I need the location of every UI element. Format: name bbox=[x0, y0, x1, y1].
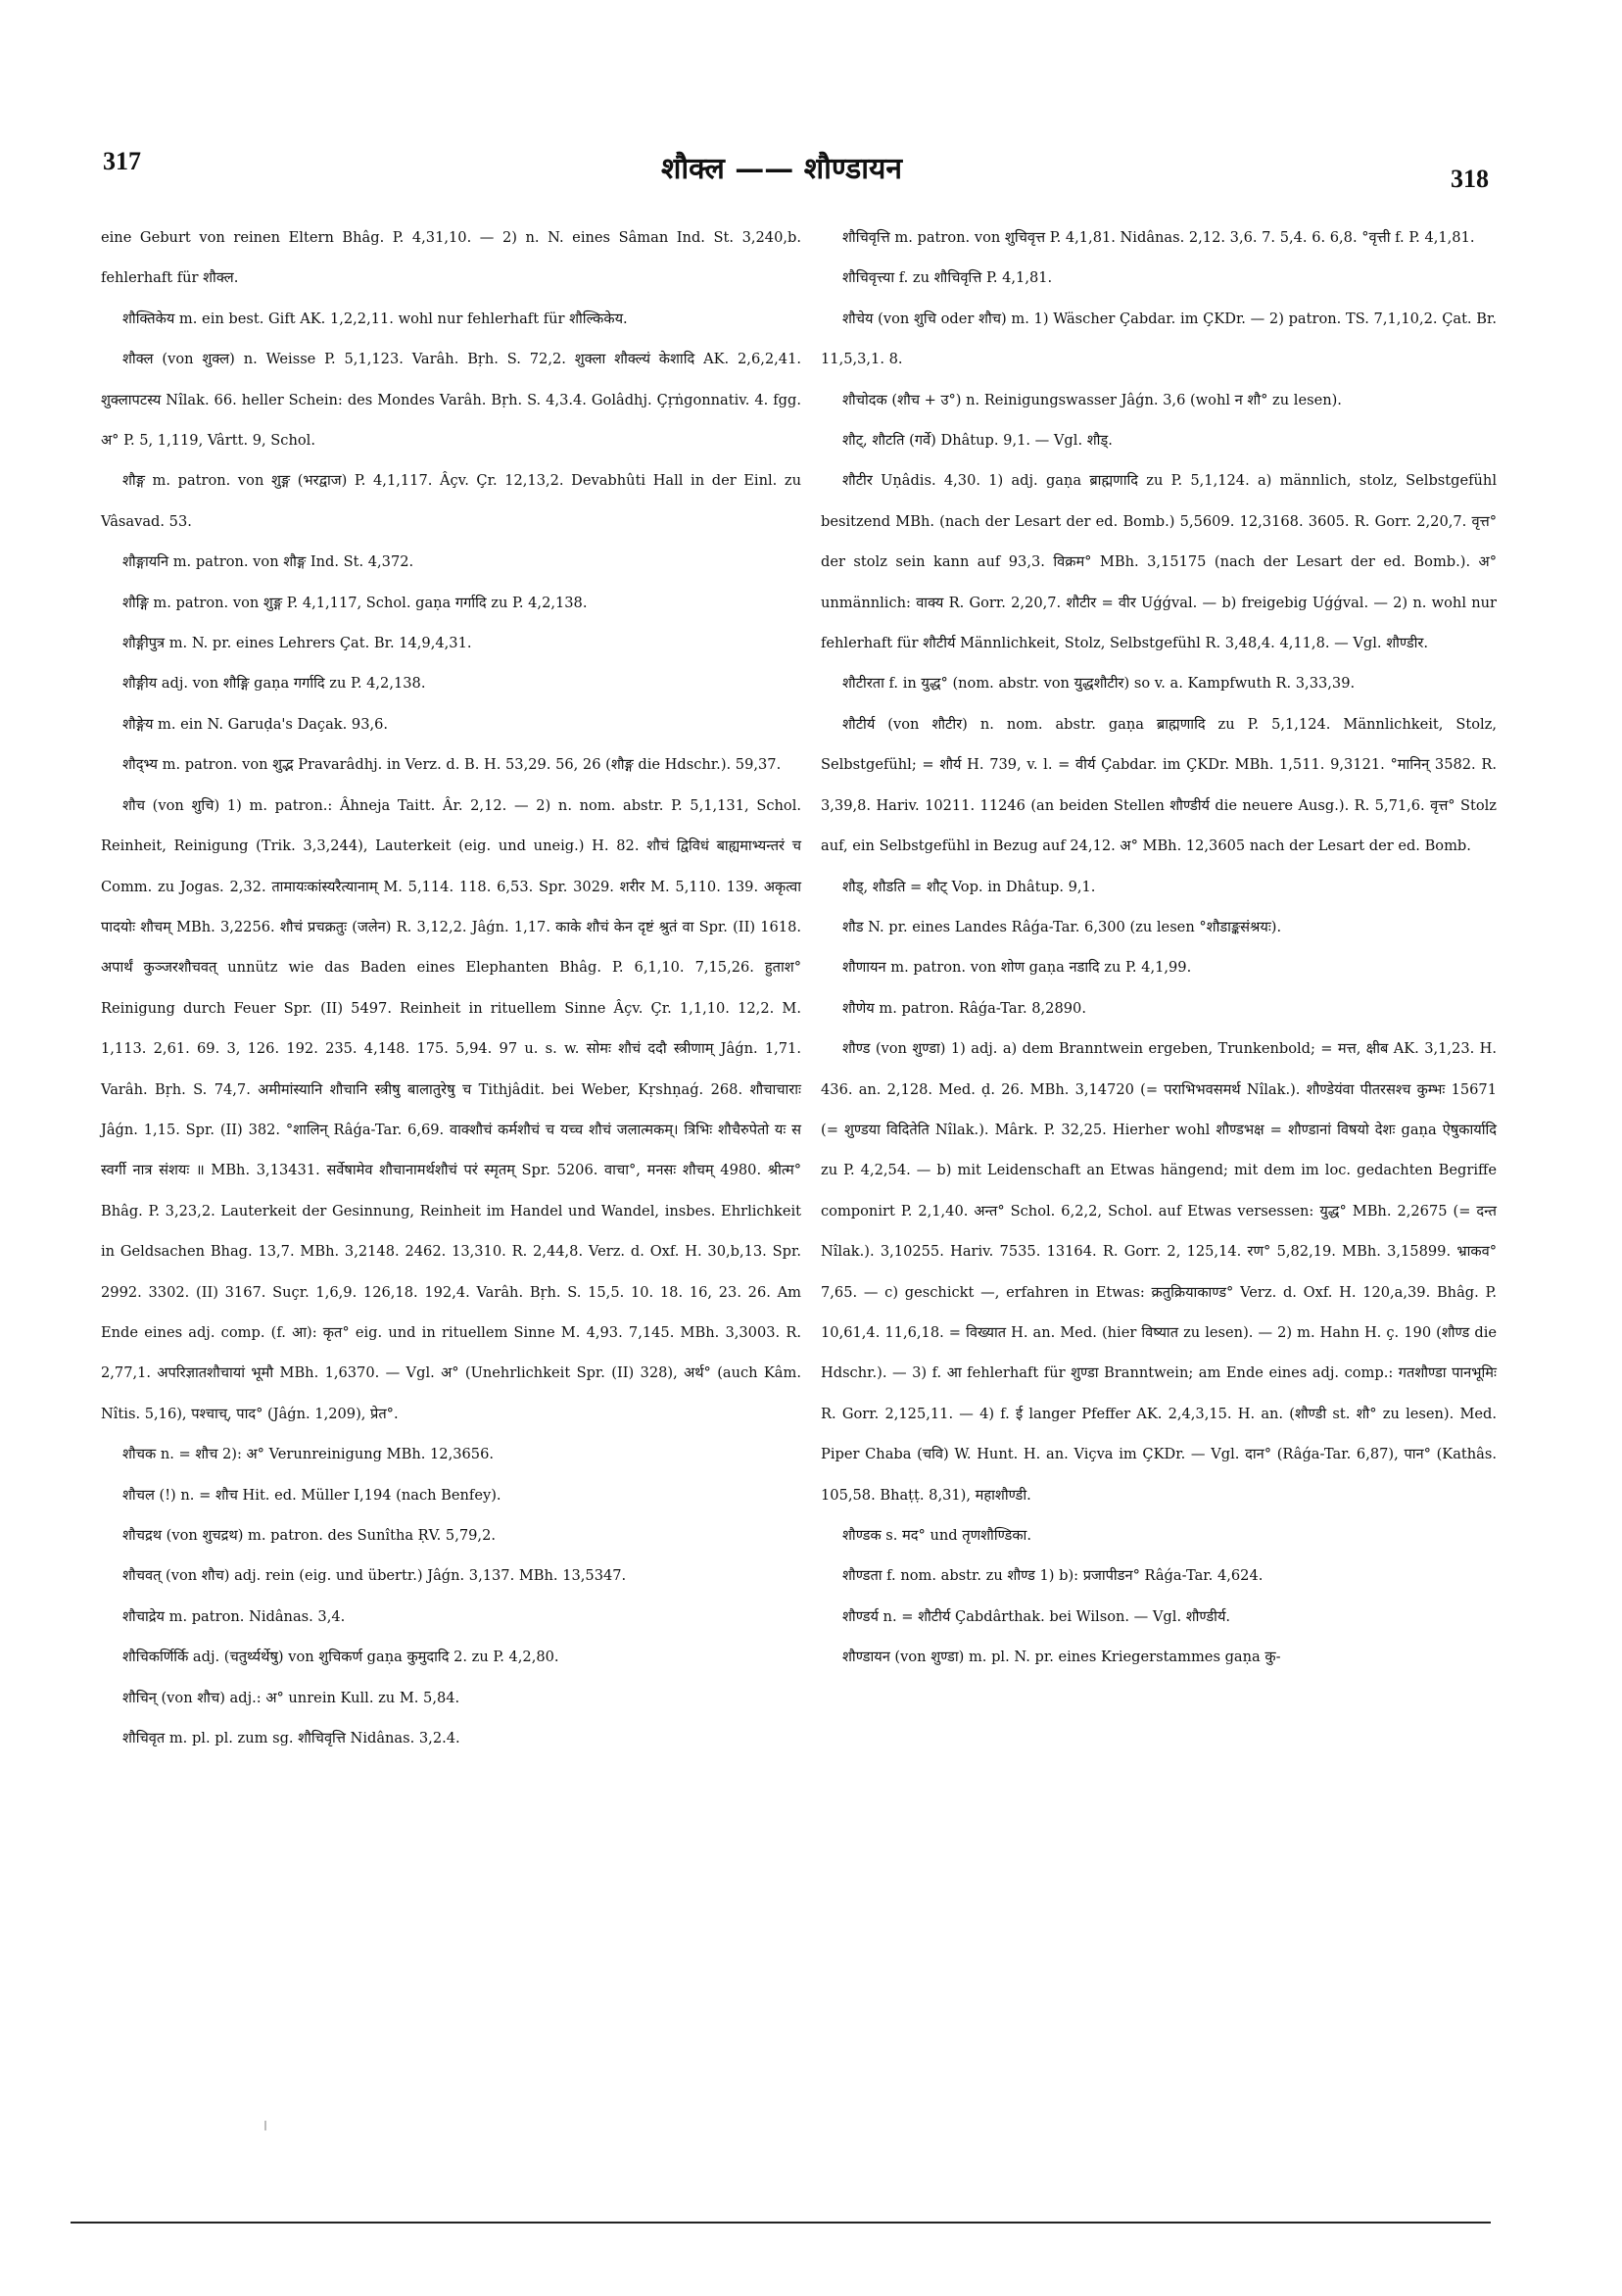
page-header bbox=[93, 147, 1494, 196]
dictionary-entry: शौट्, शौटति (गर्वे) Dhâtup. 9,1. — Vgl. शौड्. bbox=[842, 432, 1113, 450]
page-number-left: 317 bbox=[103, 147, 141, 175]
dictionary-entry: शौणेय m. patron. Râǵa-Tar. 8,2890. bbox=[842, 999, 1086, 1017]
dictionary-entry: शौचिन् (von शौच) adj.: अ° unrein Kull. zu M. 5,84. bbox=[122, 1689, 460, 1706]
dictionary-entry: शौचिवृत्त्या f. zu शौचिवृत्ति P. 4,1,81. bbox=[842, 269, 1053, 287]
dictionary-entry: शौण्डता f. nom. abstr. zu शौण्ड 1) b): प्रजापीडन° Râǵa-Tar. 4,624. bbox=[842, 1567, 1264, 1585]
dictionary-entry: शौण्डायन (von शुण्डा) m. pl. N. pr. eines Kriegerstammes gaṇa कु- bbox=[842, 1649, 1281, 1666]
dictionary-entry: शौचल (!) n. = शौच Hit. ed. Müller I,194 (nach Benfey). bbox=[122, 1486, 501, 1504]
dictionary-entry: शौद्भ्य m. patron. von शुद्भ Pravarâdhj. in Verz. d. B. H. 53,29. 56, 26 (शौङ्ग die Hdschr.). 59,37. bbox=[122, 756, 782, 774]
dictionary-entry: शौचद्रथ (von शुचद्रथ) m. patron. des Sunîtha ṚV. 5,79,2. bbox=[122, 1527, 496, 1544]
left-column bbox=[101, 217, 801, 1758]
dictionary-entry: शौचवत् (von शौच) adj. rein (eig. und übertr.) Jâǵn. 3,137. MBh. 13,5347. bbox=[122, 1567, 627, 1585]
dictionary-entry: शौक्तिकेय m. ein best. Gift AK. 1,2,2,11. wohl nur fehlerhaft für शौल्किकेय. bbox=[122, 310, 628, 327]
dictionary-entry: शौच (von शुचि) 1) m. patron.: Âhneja Taitt. Âr. 2,12. — 2) n. nom. abstr. P. 5,1,131, Schol. Reinheit, Reinigung (Trik. 3,3,244), Lauterkeit (eig. und uneig.) H. 82. शौचं द्विविधं बाह्यमाभ्यन्तरं च Comm. zu Jogas. 2,32. तामायःकांस्यरैत्यानाम् M. 5,114. 118. 6,53. Spr. 3029. शरीर M. 5,110. 139. अकृत्वा पादयोः शौचम् MBh. 3,2256. शौचं प्रचक्रतुः (जलेन) R. 3,12,2. Jâǵn. 1,17. काके शौचं केन दृष्टं श्रुतं वा Spr. (II) 1618. अपार्थं कुञ्जरशौचवत् unnütz wie das Baden eines Elephanten Bhâg. P. 6,1,10. 7,15,26. हुताश° Reinigung durch Feuer Spr. (II) 5497. Reinheit in rituellem Sinne Âçv. Çr. 1,1,10. 12,2. M. 1,113. 2,61. 69. 3, 126. 192. 235. 4,148. 175. 5,94. 97 u. s. w. सोमः शौचं ददौ स्त्रीणाम् Jâǵn. 1,71. Varâh. Bṛh. S. 74,7. अमीमांस्यानि शौचानि स्त्रीषु बालातुरेषु च Tithjâdit. bei Weber, Kṛshṇaǵ. 268. शौचाचाराः Jâǵn. 1,15. Spr. (II) 382. °शालिन् Râǵa-Tar. 6,69. वाक्शौचं कर्मशौचं च यच्च शौचं जलात्मकम्। त्रिभिः शौचैरुपेतो यः स स्वर्गी नात्र संशयः ॥ MBh. 3,13431. सर्वेषामेव शौचानामर्थशौचं परं स्मृतम् Spr. 5206. वाचा°, मनसः शौचम् 4980. श्रीत्म° Bhâg. P. 3,23,2. Lauterkeit der Gesinnung, Reinheit im Handel und Wandel, insbes. Ehrlichkeit in Geldsachen Bhag. 13,7. MBh. 3,2148. 2462. 13,310. R. 2,44,8. Verz. d. Oxf. H. 30,b,13. Spr. 2992. 3302. (II) 3167. Suçr. 1,6,9. 126,18. 192,4. Varâh. Bṛh. S. 15,5. 10. 18. 16, 23. 26. Am Ende eines adj. comp. (f. आ): कृत° eig. und in rituellem Sinne M. 4,93. 7,145. MBh. 3,3003. R. 2,77,1. अपरिज्ञातशौचायां भूमौ MBh. 1,6370. — Vgl. अ° (Unehrlichkeit Spr. (II) 328), अर्थ° (auch Kâm. Nîtis. 5,16), पश्चाच्, पाद° (Jâǵn. 1,209), प्रेत°. bbox=[101, 796, 801, 1422]
dictionary-entry: शौङ्गेय m. ein N. Garuḍa's Daçak. 93,6. bbox=[122, 715, 389, 733]
dictionary-entry: शौचाद्रेय m. patron. Nidânas. 3,4. bbox=[122, 1607, 346, 1625]
dictionary-entry: शौटीर्य (von शौटीर) n. nom. abstr. gaṇa ब्राह्मणादि zu P. 5,1,124. Männlichkeit, Stolz, Selbstgefühl; = शौर्य H. 739, v. l. = वीर्य Çabdar. im ÇKDr. MBh. 1,511. 9,3121. °मानिन् 3582. R. 3,39,8. Hariv. 10211. 11246 (an beiden Stellen शौण्डीर्य die neuere Ausg.). R. 5,71,6. वृत्त° Stolz auf, ein Selbstgefühl in Bezug auf 24,12. अ° MBh. 12,3605 nach der Lesart der ed. Bomb. bbox=[821, 715, 1497, 855]
dictionary-entry: शौङ्गीपुत्र m. N. pr. eines Lehrers Çat. Br. 14,9,4,31. bbox=[122, 635, 472, 652]
bottom-rule bbox=[71, 2222, 1491, 2224]
page-number-right: 318 bbox=[1451, 165, 1489, 193]
dictionary-entry: शौटीरता f. in युद्ध° (nom. abstr. von युद्धशौटीर) so v. a. Kampfwuth R. 3,33,39. bbox=[842, 675, 1356, 693]
dictionary-entry: शौचिवृत m. pl. pl. zum sg. शौचिवृत्ति Nidânas. 3,2.4. bbox=[122, 1730, 460, 1747]
dictionary-entry: शौटीर Uṇâdis. 4,30. 1) adj. gaṇa ब्राह्मणादि zu P. 5,1,124. a) männlich, stolz, Selbstgefühl besitzend MBh. (nach der Lesart der ed. Bomb.) 5,5609. 12,3168. 3605. R. Gorr. 2,20,7. वृत्त° der stolz sein kann auf 93,3. विक्रम° MBh. 3,15175 (nach der Lesart der ed. Bomb.). अ° unmännlich: वाक्य R. Gorr. 2,20,7. शौटीर = वीर Uǵǵval. — b) freigebig Uǵǵval. — 2) n. wohl nur fehlerhaft für शौटीर्य Männlichkeit, Stolz, Selbstgefühl R. 3,48,4. 4,11,8. — Vgl. शौण्डीर. bbox=[821, 472, 1497, 652]
running-title: शौक्ल —— शौण्डायन bbox=[661, 152, 903, 186]
dictionary-entry: शौण्ड (von शुण्डा) 1) adj. a) dem Branntwein ergeben, Trunkenbold; = मत्त, क्षीब AK. 3,1,23. H. 436. an. 2,128. Med. ḍ. 26. MBh. 3,14720 (= पराभिभवसमर्थ Nîlak.). शौण्डेयंवा पीतरसश्च कुम्भः 15671 (= शुण्डया विदितेति Nîlak.). Mârk. P. 32,25. Hierher wohl शौण्डभक्ष = शौण्डानां विषयो देशः gaṇa ऐषुकार्यादि zu P. 4,2,54. — b) mit Leidenschaft an Etwas hängend; mit dem im loc. gedachten Begriffe componirt P. 2,1,40. अन्त° Schol. 6,2,2, Schol. auf Etwas versessen: युद्ध° MBh. 2,2675 (= दन्त Nîlak.). 3,10255. Hariv. 7535. 13164. R. Gorr. 2, 125,14. रण° 5,82,19. MBh. 3,15899. भ्राकव° 7,65. — c) geschickt —, erfahren in Etwas: क्रतुक्रियाकाण्ड° Verz. d. Oxf. H. 120,a,39. Bhâg. P. 10,61,4. 11,6,18. = विख्यात H. an. Med. (hier विष्यात zu lesen). — 2) m. Hahn H. ç. 190 (शौण्ड die Hdschr.). — 3) f. आ fehlerhaft für शुण्डा Branntwein; am Ende eines adj. comp.: गतशौण्डा पानभूमिः R. Gorr. 2,125,11. — 4) f. ई langer Pfeffer AK. 2,4,3,15. H. an. (शौण्डी st. शौ° zu lesen). Med. Piper Chaba (चवि) W. Hunt. H. an. Viçva im ÇKDr. — Vgl. दान° (Râǵa-Tar. 6,87), पान° (Kathâs. 105,58. Bhaṭṭ. 8,31), महाशौण्डी. bbox=[821, 1040, 1497, 1504]
dictionary-entry: शौङ्गि m. patron. von शुङ्ग P. 4,1,117, Schol. gaṇa गर्गादि zu P. 4,2,138. bbox=[122, 594, 588, 611]
dictionary-entry: शौचिवृत्ति m. patron. von शुचिवृत्त P. 4,1,81. Nidânas. 2,12. 3,6. 7. 5,4. 6. 6,8. °वृत्ती f. P. 4,1,81. bbox=[842, 229, 1475, 246]
dictionary-entry: शौण्डक s. मद° und तृणशौण्डिका. bbox=[842, 1527, 1031, 1544]
dictionary-entry: शौण्डर्य n. = शौटीर्य Çabdârthak. bei Wilson. — Vgl. शौण्डीर्य. bbox=[842, 1607, 1231, 1625]
dictionary-entry: शौङ्गायनि m. patron. von शौङ्ग Ind. St. 4,372. bbox=[122, 553, 414, 571]
dictionary-entry: शौचोदक (शौच + उ°) n. Reinigungswasser Jâǵn. 3,6 (wohl न शौ° zu lesen). bbox=[842, 391, 1342, 408]
dictionary-entry: शौचक n. = शौच 2): अ° Verunreinigung MBh. 12,3656. bbox=[122, 1446, 495, 1463]
dictionary-entry: eine Geburt von reinen Eltern Bhâg. P. 4,31,10. — 2) n. N. eines Sâman Ind. St. 3,240,b. fehlerhaft für शौक्ल. bbox=[101, 229, 801, 287]
print-mark bbox=[264, 2121, 266, 2130]
dictionary-entry: शौक्ल (von शुक्ल) n. Weisse P. 5,1,123. Varâh. Bṛh. S. 72,2. शुक्ला शौक्ल्यं केशादि AK. 2,6,2,41. शुक्लापटस्य Nîlak. 66. heller Schein: des Mondes Varâh. Bṛh. S. 4,3.4. Golâdhj. Çṛṅgonnativ. 4. fgg. अ° P. 5, 1,119, Vârtt. 9, Schol. bbox=[101, 351, 801, 450]
dictionary-entry: शौणायन m. patron. von शोण gaṇa नडादि zu P. 4,1,99. bbox=[842, 959, 1192, 977]
right-column bbox=[821, 217, 1497, 1678]
dictionary-entry: शौचिकर्णिर्कि adj. (चतुर्थ्यर्थेषु) von शुचिकर्ण gaṇa कुमुदादि 2. zu P. 4,2,80. bbox=[122, 1649, 559, 1666]
dictionary-entry: शौड्, शौडति = शौट् Vop. in Dhâtup. 9,1. bbox=[842, 878, 1096, 895]
dictionary-entry: शौङ्ग m. patron. von शुङ्ग (भरद्वाज) P. 4,1,117. Âçv. Çr. 12,13,2. Devabhûti Hall in der Einl. zu Vâsavad. 53. bbox=[101, 472, 801, 530]
dictionary-entry: शौङ्गीय adj. von शौङ्गि gaṇa गर्गादि zu P. 4,2,138. bbox=[122, 675, 426, 693]
dictionary-entry: शौचेय (von शुचि oder शौच) m. 1) Wäscher Çabdar. im ÇKDr. — 2) patron. TS. 7,1,10,2. Çat. Br. 11,5,3,1. 8. bbox=[821, 310, 1497, 368]
dictionary-entry: शौड N. pr. eines Landes Râǵa-Tar. 6,300 (zu lesen °शौडाङ्कसंश्रयः). bbox=[842, 918, 1282, 935]
